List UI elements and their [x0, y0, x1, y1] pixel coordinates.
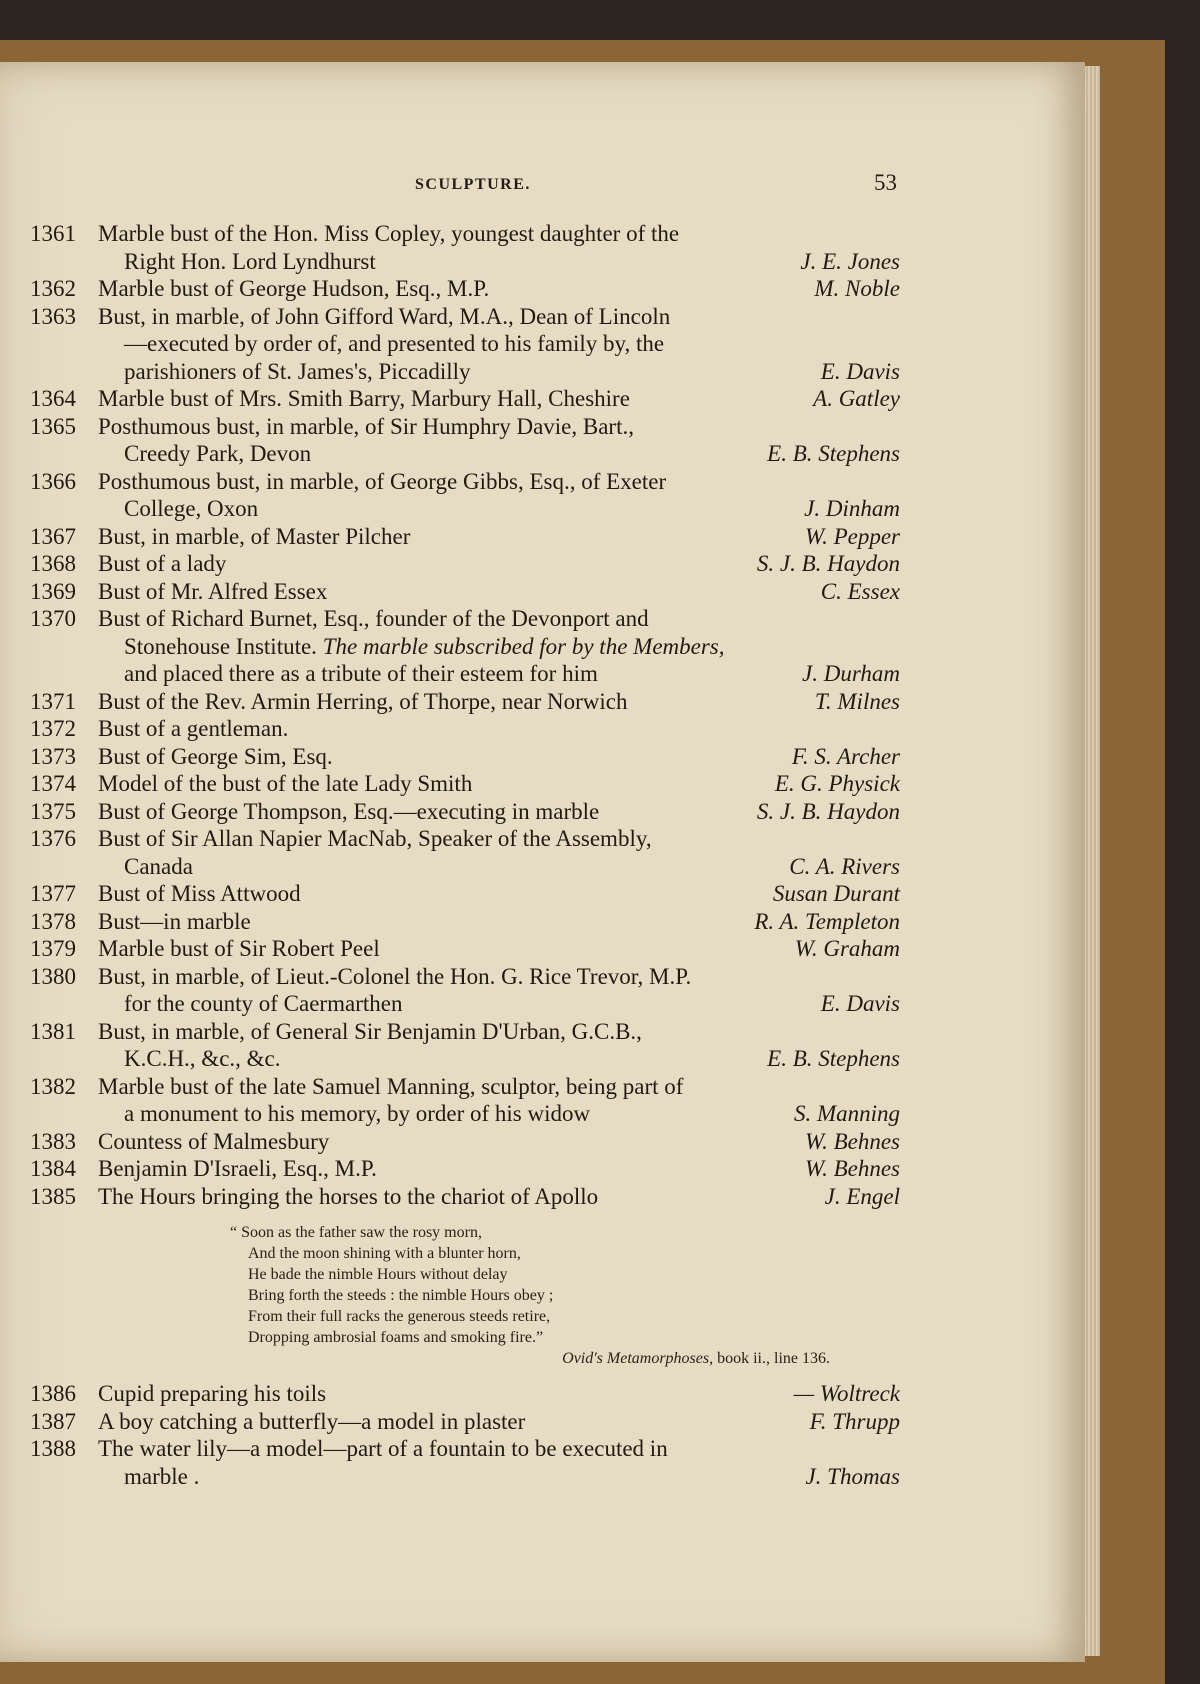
- entry-title: K.C.H., &c., &c.: [124, 1046, 281, 1071]
- entry-number: 1368: [30, 551, 76, 576]
- entry-title: Model of the bust of the late Lady Smith: [98, 771, 473, 796]
- entry-title: Bust of Mr. Alfred Essex: [98, 578, 328, 604]
- entry-title: Marble bust of the late Samuel Manning, sculptor, being part of: [98, 1073, 684, 1099]
- sculptor-name: W. Pepper: [805, 523, 900, 549]
- catalogue-line: [0, 963, 920, 991]
- sculptor-name: A. Gatley: [813, 386, 900, 411]
- poem-line: And the moon shining with a blunter horn,: [248, 1245, 521, 1262]
- entry-title: A boy catching a butterfly—a model in plaster: [98, 1408, 526, 1434]
- entry-title: Bust of Richard Burnet, Esq., founder of the Devonport and: [98, 606, 649, 631]
- entry-title: Bust, in marble, of Lieut.-Colonel the Hon. G. Rice Trevor, M.P.: [98, 963, 692, 989]
- sculptor-name: W. Behnes: [805, 1156, 900, 1181]
- sculptor-name: J. Engel: [824, 1183, 900, 1209]
- entry-number: 1385: [30, 1183, 76, 1209]
- entry-title: Cupid preparing his toils: [98, 1381, 327, 1406]
- poem-line: From their full racks the generous steeds retire,: [248, 1308, 551, 1325]
- page-number: 53: [874, 170, 897, 195]
- entry-title: parishioners of St. James's, Piccadilly: [124, 358, 471, 384]
- entry-title: —executed by order of, and presented to his family by, the: [124, 331, 665, 356]
- poem-line: Bring forth the steeds : the nimble Hours obey ;: [248, 1287, 554, 1304]
- catalogue-line: [0, 330, 920, 358]
- entry-title: Marble bust of George Hudson, Esq., M.P.: [98, 276, 490, 301]
- entry-number: 1382: [30, 1073, 76, 1099]
- sculptor-name: J. E. Jones: [800, 248, 900, 274]
- sculptor-name: J. Thomas: [805, 1463, 900, 1489]
- entry-title: Bust, in marble, of General Sir Benjamin D'Urban, G.C.B.,: [98, 1018, 642, 1044]
- sculptor-name: T. Milnes: [814, 688, 900, 714]
- entry-number: 1388: [30, 1436, 76, 1461]
- catalogue-line: [0, 220, 920, 248]
- entry-number: 1378: [30, 908, 76, 934]
- catalogue-line: [0, 413, 920, 441]
- catalogue-line: [0, 853, 920, 881]
- catalogue-entries-continued: [0, 1380, 920, 1490]
- catalogue-line: [0, 770, 920, 798]
- entry-number: 1362: [30, 276, 76, 301]
- entry-number: 1376: [30, 826, 76, 851]
- catalogue-line: [0, 743, 920, 771]
- catalogue-line: [0, 633, 920, 661]
- entry-number: 1372: [30, 716, 76, 741]
- sculptor-name: E. B. Stephens: [767, 1046, 900, 1071]
- entry-title: College, Oxon: [124, 496, 259, 521]
- entry-title: Posthumous bust, in marble, of Sir Humphry Davie, Bart.,: [98, 413, 634, 439]
- entry-title: Stonehouse Institute. The marble subscribed for by the Members,: [124, 633, 725, 659]
- catalogue-line: [0, 1128, 920, 1156]
- catalogue-line: [0, 303, 920, 331]
- catalogue-line: [0, 578, 920, 606]
- sculptor-name: F. S. Archer: [791, 743, 900, 769]
- catalogue-line: [0, 880, 920, 908]
- catalogue-line: [0, 825, 920, 853]
- entry-number: 1367: [30, 523, 76, 549]
- entry-title: The Hours bringing the horses to the chariot of Apollo: [98, 1183, 599, 1209]
- entry-number: 1370: [30, 606, 76, 631]
- poem-quotation: [230, 1222, 830, 1369]
- catalogue-line: [0, 660, 920, 688]
- catalogue-line: [0, 385, 920, 413]
- entry-number: 1377: [30, 881, 76, 906]
- entry-title: Benjamin D'Israeli, Esq., M.P.: [98, 1156, 377, 1181]
- catalogue-entries: [0, 220, 920, 1210]
- entry-title: Bust of a gentleman.: [98, 716, 289, 741]
- entry-title: The water lily—a model—part of a fountain to be executed in: [98, 1436, 668, 1461]
- entry-title: Creedy Park, Devon: [124, 441, 312, 466]
- entry-title: Right Hon. Lord Lyndhurst: [124, 248, 376, 274]
- entry-number: 1386: [30, 1381, 76, 1406]
- sculptor-name: F. Thrupp: [809, 1408, 900, 1434]
- entry-title: marble .: [124, 1463, 200, 1489]
- catalogue-line: [0, 990, 920, 1018]
- sculptor-name: W. Graham: [794, 936, 900, 961]
- poem-line: “ Soon as the father saw the rosy morn,: [230, 1224, 482, 1241]
- catalogue-line: [0, 1463, 920, 1491]
- entry-title: Canada: [124, 853, 193, 879]
- poem-line: Dropping ambrosial foams and smoking fire.”: [248, 1329, 544, 1346]
- catalogue-line: [0, 1073, 920, 1101]
- entry-number: 1380: [30, 963, 76, 989]
- sculptor-name: E. Davis: [820, 358, 900, 384]
- entry-number: 1365: [30, 413, 76, 439]
- sculptor-name: S. J. B. Haydon: [756, 551, 900, 576]
- sculptor-name: E. G. Physick: [774, 771, 900, 796]
- catalogue-line: [0, 935, 920, 963]
- entry-title: Bust, in marble, of Master Pilcher: [98, 523, 411, 549]
- sculptor-name: J. Dinham: [804, 496, 900, 521]
- entry-note: The marble subscribed for by the Members,: [322, 633, 725, 659]
- page-header: [0, 170, 905, 200]
- entry-number: 1364: [30, 386, 76, 411]
- catalogue-line: [0, 550, 920, 578]
- entry-number: 1381: [30, 1018, 76, 1044]
- sculptor-name: J. Durham: [802, 661, 900, 686]
- sculptor-name: W. Behnes: [805, 1128, 900, 1154]
- catalogue-line: [0, 908, 920, 936]
- catalogue-line: [0, 248, 920, 276]
- catalogue-line: [0, 1018, 920, 1046]
- poem-source: [230, 1348, 830, 1369]
- catalogue-line: [0, 468, 920, 496]
- sculptor-name: Susan Durant: [772, 881, 900, 906]
- catalogue-line: [0, 1380, 920, 1408]
- poem-source-title: Ovid's Metamorphoses,: [562, 1350, 714, 1367]
- entry-title: Bust of a lady: [98, 551, 227, 576]
- entry-title: for the county of Caermarthen: [124, 991, 403, 1016]
- sculptor-name: R. A. Templeton: [754, 908, 900, 934]
- running-head: SCULPTURE.: [415, 176, 531, 193]
- entry-title: Bust of George Sim, Esq.: [98, 743, 333, 769]
- entry-title: Bust of Sir Allan Napier MacNab, Speaker of the Assembly,: [98, 826, 652, 851]
- entry-title: Bust—in marble: [98, 908, 251, 934]
- entry-title: and placed there as a tribute of their esteem for him: [124, 661, 598, 686]
- entry-title: a monument to his memory, by order of his widow: [124, 1101, 591, 1126]
- entry-number: 1374: [30, 771, 76, 796]
- entry-number: 1384: [30, 1156, 76, 1181]
- sculptor-name: C. A. Rivers: [789, 853, 900, 879]
- entry-number: 1383: [30, 1128, 76, 1154]
- catalogue-line: [0, 1155, 920, 1183]
- sculptor-name: S. J. B. Haydon: [756, 798, 900, 824]
- catalogue-line: [0, 1045, 920, 1073]
- sculptor-name: — Woltreck: [793, 1381, 900, 1406]
- entry-number: 1387: [30, 1408, 76, 1434]
- catalogue-line: [0, 1435, 920, 1463]
- entry-title: Bust, in marble, of John Gifford Ward, M.A., Dean of Lincoln: [98, 303, 671, 329]
- sculptor-name: E. B. Stephens: [767, 441, 900, 466]
- entry-number: 1371: [30, 688, 76, 714]
- catalogue-line: [0, 798, 920, 826]
- sculptor-name: C. Essex: [820, 578, 900, 604]
- catalogue-line: [0, 1183, 920, 1211]
- entry-title: Countess of Malmesbury: [98, 1128, 330, 1154]
- entry-number: 1379: [30, 936, 76, 961]
- catalogue-line: [0, 605, 920, 633]
- sculptor-name: S. Manning: [793, 1101, 900, 1126]
- catalogue-line: [0, 275, 920, 303]
- entry-title: Marble bust of Mrs. Smith Barry, Marbury Hall, Cheshire: [98, 386, 630, 411]
- catalogue-line: [0, 523, 920, 551]
- entry-number: 1375: [30, 798, 76, 824]
- entry-number: 1369: [30, 578, 76, 604]
- entry-title: Bust of Miss Attwood: [98, 881, 301, 906]
- entry-title: Bust of the Rev. Armin Herring, of Thorpe, near Norwich: [98, 688, 628, 714]
- sculptor-name: M. Noble: [814, 276, 900, 301]
- poem-line: He bade the nimble Hours without delay: [248, 1266, 508, 1283]
- catalogue-line: [0, 688, 920, 716]
- entry-title: Marble bust of Sir Robert Peel: [98, 936, 380, 961]
- catalogue-line: [0, 358, 920, 386]
- sculptor-name: E. Davis: [820, 991, 900, 1016]
- entry-number: 1363: [30, 303, 76, 329]
- entry-number: 1361: [30, 221, 76, 246]
- poem-source-ref: book ii., line 136.: [717, 1350, 830, 1367]
- entry-number: 1366: [30, 468, 76, 494]
- catalogue-line: [0, 1100, 920, 1128]
- catalogue-line: [0, 495, 920, 523]
- entry-title: Bust of George Thompson, Esq.—executing in marble: [98, 798, 600, 824]
- entry-title: Posthumous bust, in marble, of George Gibbs, Esq., of Exeter: [98, 468, 667, 494]
- catalogue-line: [0, 715, 920, 743]
- catalogue-line: [0, 440, 920, 468]
- catalogue-line: [0, 1408, 920, 1436]
- entry-number: 1373: [30, 743, 76, 769]
- entry-title: Marble bust of the Hon. Miss Copley, youngest daughter of the: [98, 221, 680, 246]
